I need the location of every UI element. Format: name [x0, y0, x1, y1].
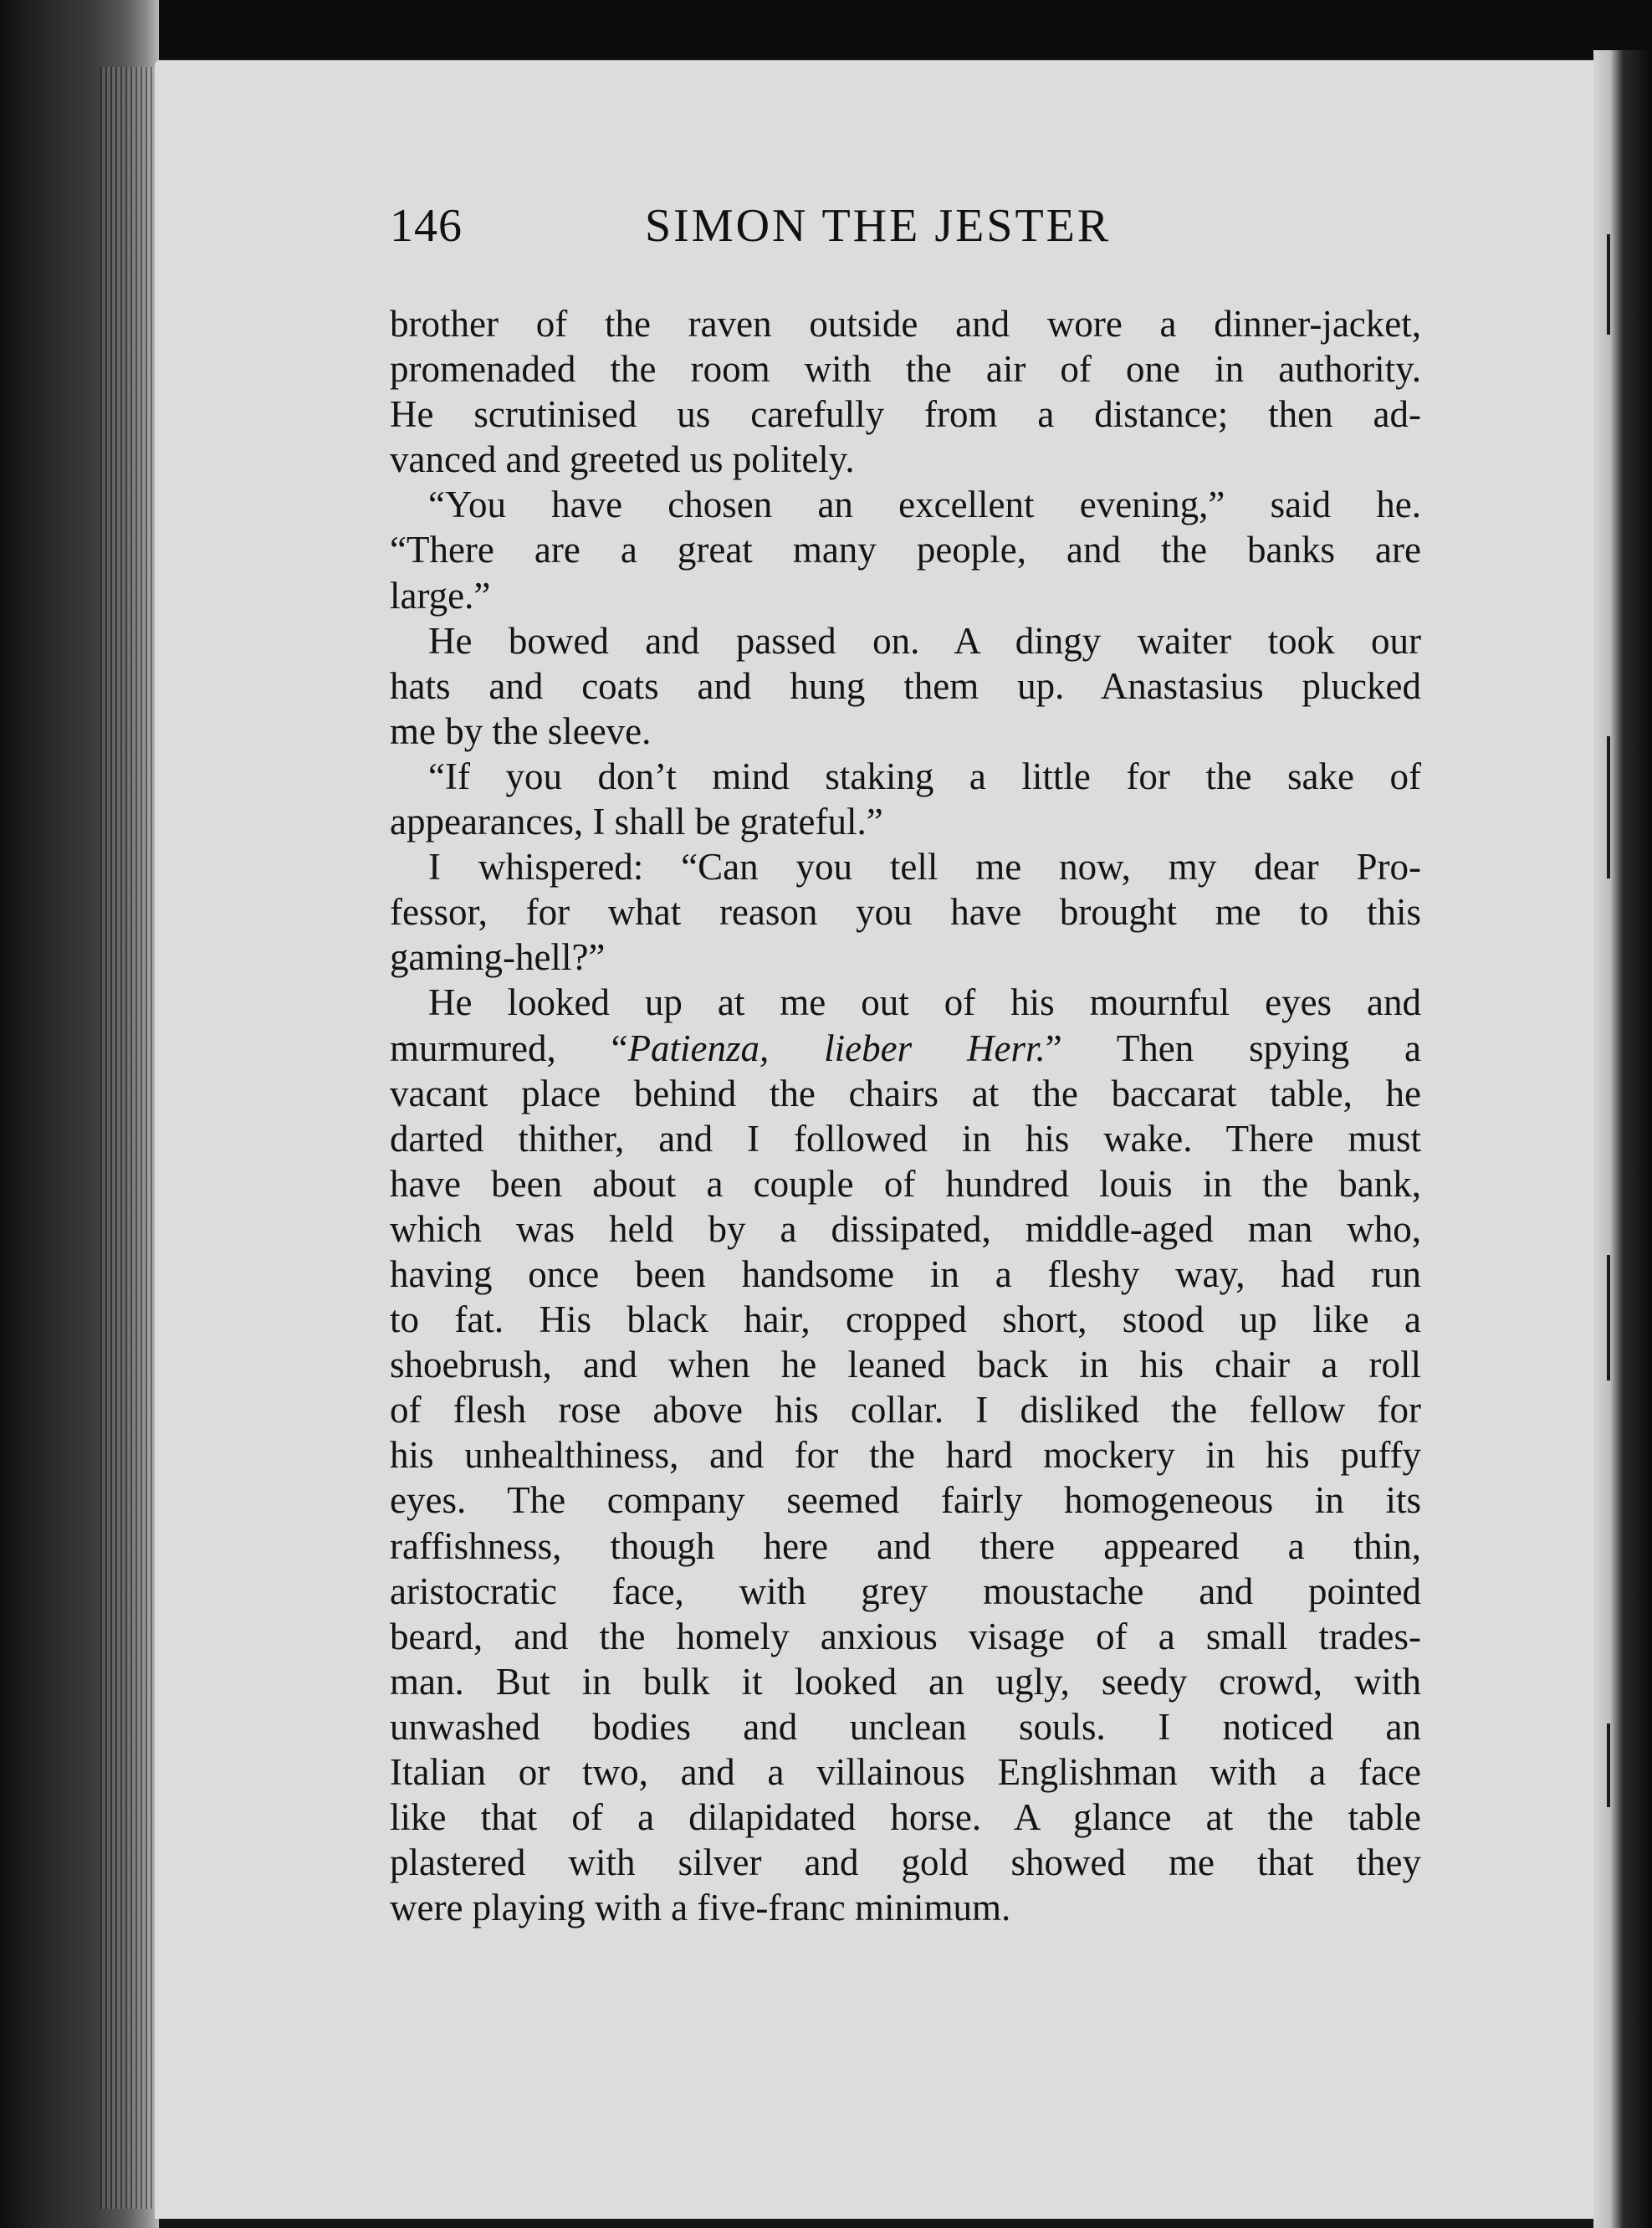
text-line: having once been handsome in a fleshy way, had run — [390, 1252, 1421, 1295]
text-line: He bowed and passed on. A dingy waiter took our — [428, 619, 1421, 662]
right-page-edge — [1593, 50, 1652, 2228]
text-line: “You have chosen an excellent evening,” said he. — [428, 484, 1421, 526]
text-line: which was held by a dissipated, middle-aged man who, — [390, 1207, 1421, 1250]
text-line: appearances, I shall be grateful.” — [390, 801, 883, 843]
text-line: like that of a dilapidated horse. A glance at the table — [390, 1796, 1421, 1839]
text-line: to fat. His black hair, cropped short, stood up like a — [390, 1298, 1421, 1341]
paragraph — [390, 301, 1421, 482]
text-line: plastered with silver and gold showed me that they — [390, 1841, 1421, 1884]
text-line: murmured, “Patienza, lieber Herr.” Then spying a — [390, 1027, 1422, 1069]
text-line: shoebrush, and when he leaned back in his chair a roll — [390, 1344, 1421, 1386]
text-line: darted thither, and I followed in his wake. There must — [390, 1117, 1421, 1160]
text-line: of flesh rose above his collar. I disliked the fellow for — [390, 1389, 1421, 1432]
page-edges-stack — [100, 67, 159, 2209]
text-line: were playing with a five-franc minimum. — [390, 1887, 1011, 1929]
edge-mark — [1607, 1723, 1610, 1807]
edge-mark — [1607, 736, 1610, 878]
page-number: 146 — [390, 200, 463, 252]
scanner-top-band — [0, 0, 1652, 59]
paragraph — [390, 618, 1421, 754]
text-line: He looked up at me out of his mournful eyes and — [428, 981, 1421, 1024]
text-line: “If you don’t mind staking a little for the sake of — [428, 755, 1421, 797]
paragraph — [390, 754, 1421, 844]
text-line: his unhealthiness, and for the hard mockery in his puffy — [390, 1434, 1421, 1477]
text-line: aristocratic face, with grey moustache and pointed — [390, 1570, 1421, 1612]
text-line: brother of the raven outside and wore a dinner-jacket, — [390, 303, 1421, 345]
text-line: I whispered: “Can you tell me now, my dear Pro- — [428, 846, 1421, 889]
text-line: gaming-hell?” — [390, 936, 606, 979]
text-line: eyes. The company seemed fairly homogeneous in its — [390, 1479, 1421, 1522]
text-line: have been about a couple of hundred louis in the bank, — [390, 1162, 1421, 1205]
paragraph — [390, 980, 1421, 1930]
text-line: raffishness, though here and there appeared a thin, — [390, 1524, 1421, 1567]
text-line: beard, and the homely anxious visage of a small trades- — [390, 1615, 1421, 1657]
body-text — [390, 301, 1421, 1930]
text-line: “There are a great many people, and the banks are — [390, 529, 1421, 571]
text-line: large.” — [390, 574, 491, 617]
edge-mark — [1607, 1255, 1610, 1380]
text-line: fessor, for what reason you have brought me to this — [390, 891, 1421, 934]
page-header — [390, 199, 1427, 266]
text-line: hats and coats and hung them up. Anastasius plucked — [390, 664, 1421, 707]
running-title: SIMON THE JESTER — [645, 200, 1112, 252]
edge-mark — [1607, 234, 1610, 335]
text-line: unwashed bodies and unclean souls. I noticed an — [390, 1705, 1421, 1748]
text-line: vanced and greeted us politely. — [390, 438, 855, 481]
text-line: He scrutinised us carefully from a distance; then ad- — [390, 393, 1421, 436]
text-line: promenaded the room with the air of one in authority. — [390, 348, 1421, 391]
text-line: Italian or two, and a villainous Englishman with a face — [390, 1751, 1421, 1793]
paragraph — [390, 844, 1421, 980]
paragraph — [390, 482, 1421, 617]
text-line: man. But in bulk it looked an ugly, seedy crowd, with — [390, 1660, 1421, 1703]
text-line: vacant place behind the chairs at the baccarat table, he — [390, 1072, 1421, 1114]
text-line: me by the sleeve. — [390, 709, 652, 752]
